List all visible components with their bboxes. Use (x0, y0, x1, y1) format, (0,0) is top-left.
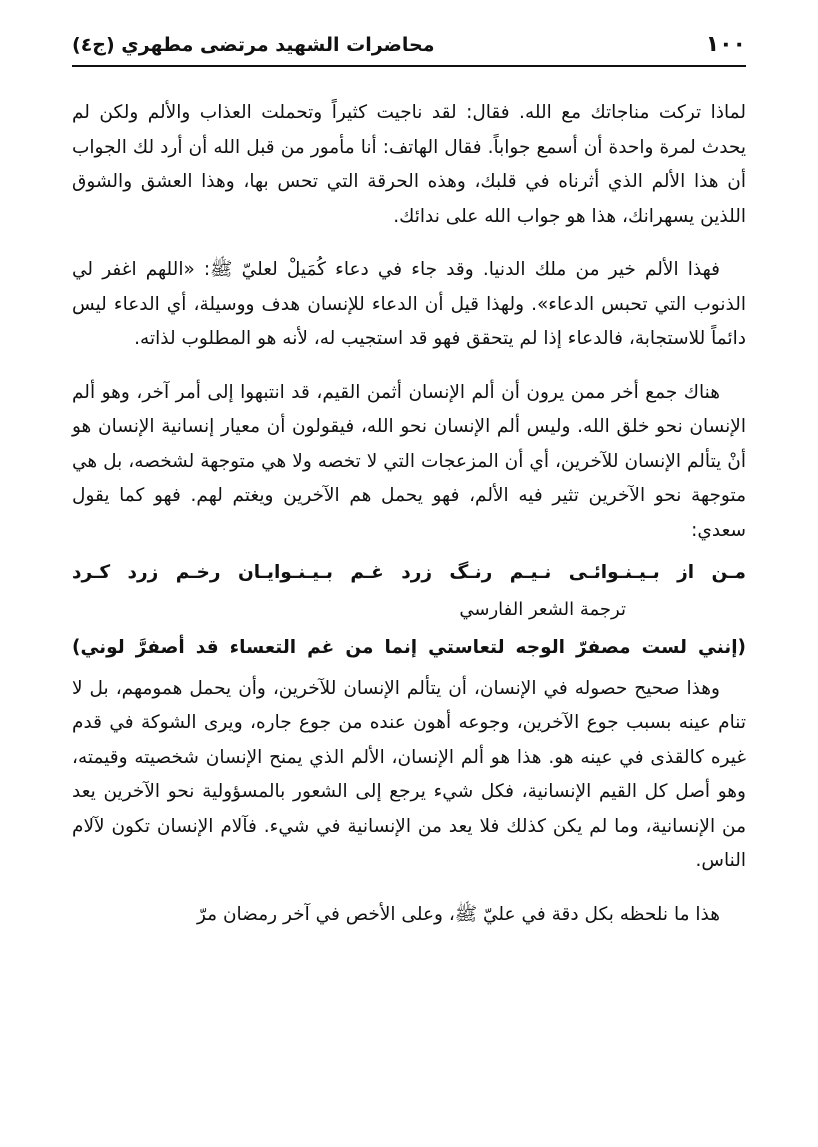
running-title: محاضرات الشهيد مرتضى مطهري (ج٤) (72, 34, 435, 56)
paragraph: هذا ما نلحظه بكل دقة في عليّ ﷺ، وعلى الأخص في آخر رمضان مرّ (196, 903, 720, 925)
paragraph: لماذا تركت مناجاتك مع الله. فقال: لقد ناجيت كثيراً وتحملت العذاب والألم ولكن لم يحدث لمرة واحدة أن أسمع جواباً. فقال الهاتف: أنا مأمور من قبل الله أن أرد لك الجواب أن هذا الألم الذي أثرناه في قلبك، وهذه الحرقة التي تحس بها، وهذا العشق والشوق اللذين يسهرانك، هذا هو جواب الله على ندائك. (72, 102, 746, 227)
page-body (72, 96, 746, 951)
page-header (72, 30, 746, 64)
persian-verse: مـن از بـيـنـوائـى نـيـم رنـگ زرد غـم بـيـنـوايـان رخـم زرد كـرد (72, 562, 746, 583)
paragraph: فهذا الألم خير من ملك الدنيا. وقد جاء في دعاء كُمَيلْ لعليّ ﷺ: «اللهم اغفر لي الذنوب التي تحبس الدعاء». ولهذا قيل أن الدعاء للإنسان هدف ووسيلة، أي الدعاء ليس دائماً للاستجابة، فالدعاء إذا لم يتحقق فهو قد استجيب له، لأنه هو المطلوب لذاته. (72, 259, 746, 349)
page-number: ١٠٠ (705, 32, 746, 57)
header-rule (72, 65, 746, 67)
arabic-verse-translation: (إنني لست مصفرّ الوجه لتعاستي إنما من غم التعساء قد أصفرَّ لوني) (72, 637, 746, 658)
paragraph: هناك جمع أخر ممن يرون أن ألم الإنسان أثمن القيم، قد انتبهوا إلى أمر آخر، وهو ألم الإنسان نحو خلق الله. وليس ألم الإنسان نحو الله، فيقولون أن معيار إنسانية الإنسان هو أنْ يتألم الإنسان للآخرين، أي أن المزعجات التي لا تخصه ولا هي متوجهة لشخصه، بل هي متوجهة نحو الآخرين تثير فيه الألم، فهو يحمل هم الآخرين ويغتم لهم. فهو كما يقول سعدي: (72, 381, 746, 541)
translation-label: ترجمة الشعر الفارسي (459, 598, 626, 620)
paragraph: وهذا صحيح حصوله في الإنسان، أن يتألم الإنسان للآخرين، وأن يحمل همومهم، بل لا تنام عينه بسبب جوع الآخرين، وجوعه أهون عنده من جوع جاره، ويرى الشوكة في قدم غيره كالقذى في عينه هو. هذا هو ألم الإنسان، الألم الذي يمنح الإنسان شخصيته وقيمته، وهو أصل كل القيم الإنسانية، فكل شيء يرجع إلى الشعور بالمسؤولية نحو الآخرين يعد من الإنسانية، وما لم يكن كذلك فلا يعد من الإنسانية في شيء. فآلام الإنسان تكون لآلام الناس. (72, 677, 746, 871)
